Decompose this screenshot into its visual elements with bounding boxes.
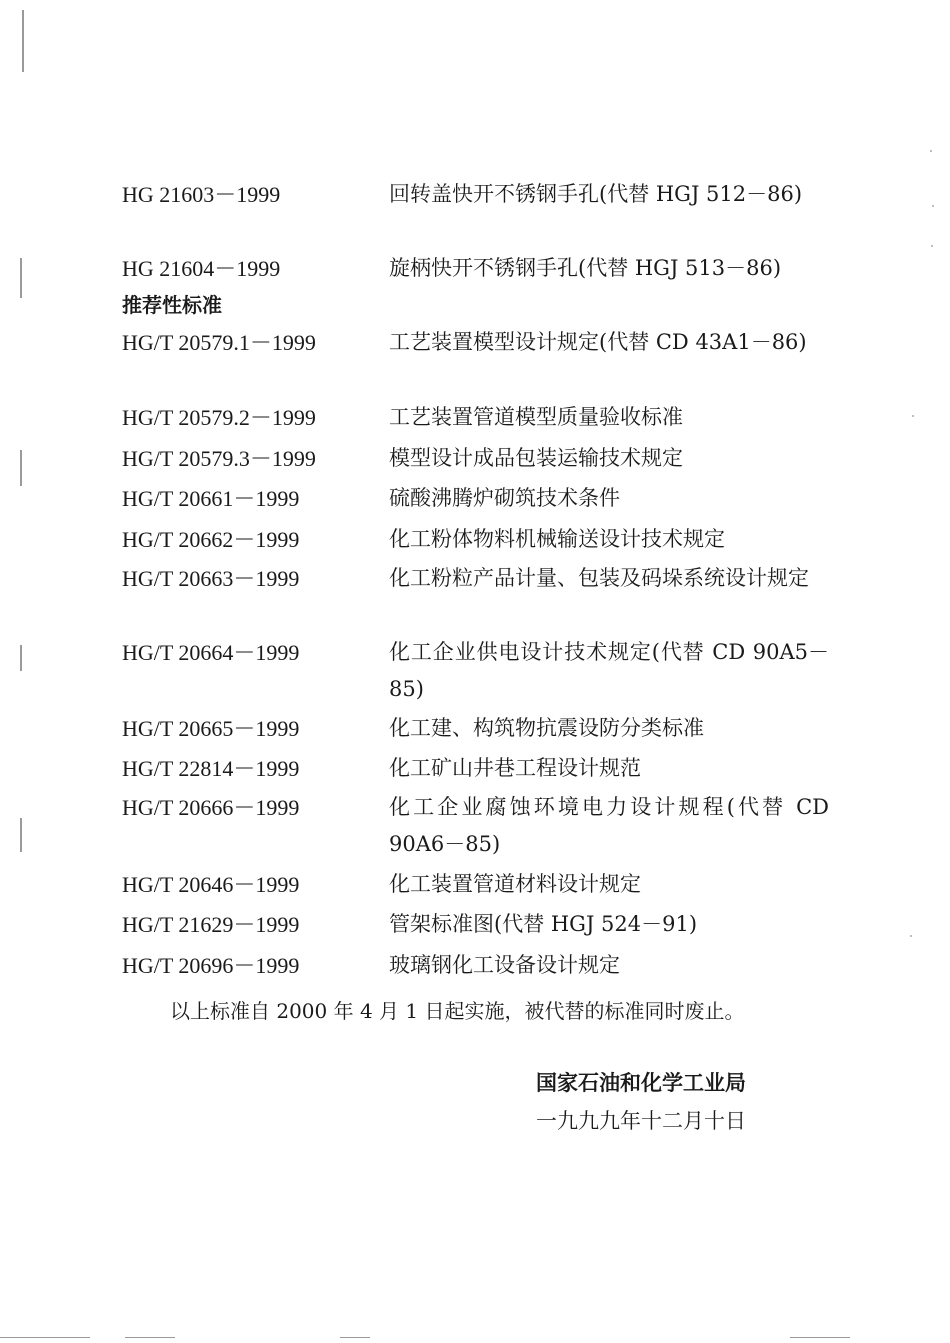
standard-code: HG/T 20664－1999 [122, 640, 300, 665]
scan-mark [340, 1337, 370, 1338]
standard-code: HG/T 20662－1999 [122, 527, 300, 552]
standard-title: 化工企业供电设计技术规定(代替 CD 90A5－85) [389, 640, 829, 701]
standard-row [0, 250, 950, 288]
scan-mark [20, 450, 22, 486]
standard-title: 回转盖快开不锈钢手孔(代替 HGJ 512－86) [389, 182, 803, 206]
standard-code: HG/T 20661－1999 [122, 486, 300, 511]
scan-mark [22, 10, 24, 72]
effective-notice: 以上标准自 2000 年 4 月 1 日起实施，被代替的标准同时废止。 [170, 999, 745, 1023]
standard-code: HG/T 21629－1999 [122, 912, 300, 937]
standard-title: 化工粉粒产品计量、包装及码垛系统设计规定 [389, 566, 809, 590]
standard-row [0, 710, 950, 748]
standard-code: HG/T 20665－1999 [122, 716, 300, 741]
standard-row [0, 324, 950, 362]
standard-row [0, 866, 950, 904]
standard-code: HG 21603－1999 [122, 182, 281, 207]
standard-row [0, 750, 950, 788]
standard-row [0, 906, 950, 944]
standard-code: HG/T 20579.2－1999 [122, 405, 316, 430]
standard-title: 旋柄快开不锈钢手孔(代替 HGJ 513－86) [389, 256, 782, 280]
standard-row [0, 947, 950, 985]
scan-dot [910, 935, 912, 937]
scan-dot [932, 205, 934, 207]
scan-dot [931, 245, 933, 247]
standard-title: 玻璃钢化工设备设计规定 [389, 953, 620, 977]
standard-title: 化工矿山井巷工程设计规范 [389, 756, 641, 780]
section-heading: 推荐性标准 [122, 293, 222, 317]
standard-row [0, 480, 950, 518]
standard-row [0, 634, 950, 701]
standard-title: 工艺装置模型设计规定(代替 CD 43A1－86) [389, 330, 807, 354]
scan-mark [0, 1337, 90, 1338]
standard-row [0, 789, 950, 856]
scan-mark [20, 645, 22, 671]
issue-date: 一九九九年十二月十日 [536, 1109, 746, 1133]
standard-code: HG/T 22814－1999 [122, 756, 300, 781]
scan-mark [125, 1337, 175, 1338]
standard-code: HG/T 20696－1999 [122, 953, 300, 978]
standard-row [0, 521, 950, 559]
standard-title: 模型设计成品包装运输技术规定 [389, 446, 683, 470]
scan-mark [20, 818, 22, 852]
scan-dot [930, 150, 932, 152]
standard-title: 硫酸沸腾炉砌筑技术条件 [389, 486, 620, 510]
standard-row [0, 176, 950, 214]
standard-title: 管架标准图(代替 HGJ 524－91) [389, 912, 698, 936]
issuer-name: 国家石油和化学工业局 [536, 1071, 746, 1095]
standard-row [0, 440, 950, 478]
standard-code: HG/T 20663－1999 [122, 566, 300, 591]
standard-code: HG/T 20579.3－1999 [122, 446, 316, 471]
standard-title: 化工建、构筑物抗震设防分类标准 [389, 716, 704, 740]
scan-dot [912, 415, 914, 417]
standard-row [0, 399, 950, 437]
scan-mark [790, 1337, 850, 1338]
scan-mark [20, 258, 22, 298]
standard-code: HG/T 20646－1999 [122, 872, 300, 897]
standard-code: HG/T 20579.1－1999 [122, 330, 316, 355]
standard-title: 工艺装置管道模型质量验收标准 [389, 405, 683, 429]
standard-title: 化工装置管道材料设计规定 [389, 872, 641, 896]
standard-title: 化工企业腐蚀环境电力设计规程(代替 CD 90A6－85) [389, 795, 829, 856]
standard-title: 化工粉体物料机械输送设计技术规定 [389, 527, 725, 551]
standard-code: HG 21604－1999 [122, 256, 281, 281]
standard-code: HG/T 20666－1999 [122, 795, 300, 820]
standard-row [0, 560, 950, 598]
